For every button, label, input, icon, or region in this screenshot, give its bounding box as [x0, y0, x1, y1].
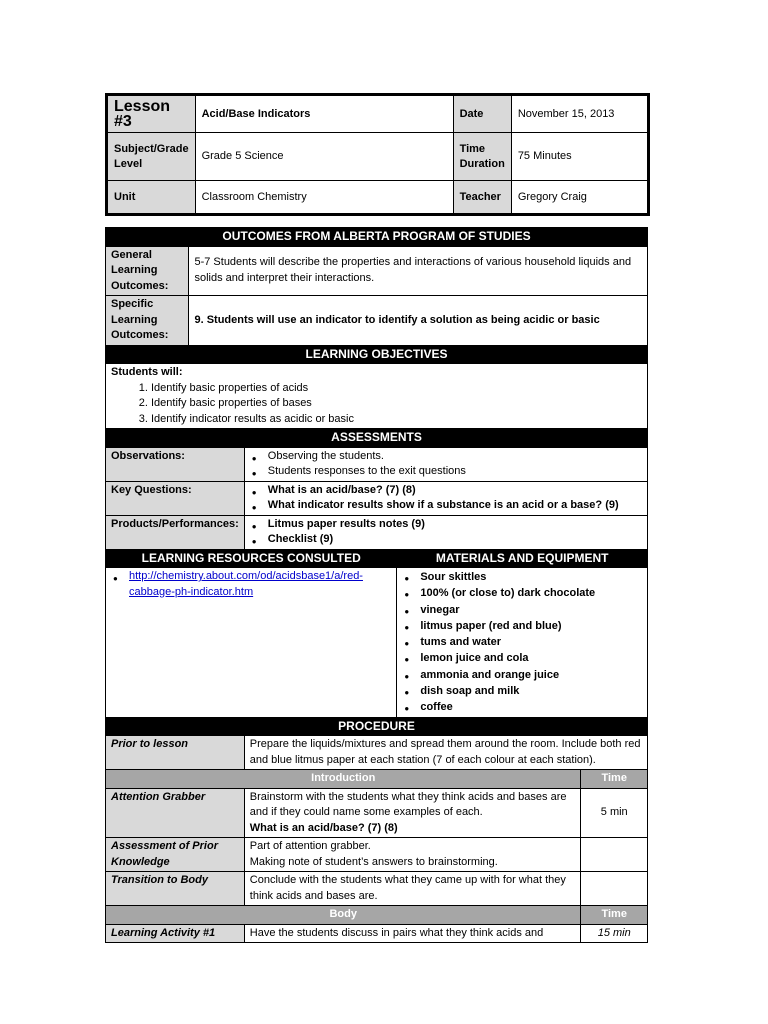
- time-heading: Time: [581, 770, 648, 789]
- lesson-plan-table: [105, 227, 648, 943]
- date-label: Date: [453, 95, 511, 133]
- activity1-time: 15 min: [581, 924, 648, 943]
- objectives-intro: Students will:: [111, 366, 183, 378]
- body-time-heading: Time: [581, 906, 648, 925]
- material-item: ● lemon juice and cola: [418, 650, 642, 666]
- assessment-prior-text-1: Part of attention grabber.: [249, 840, 371, 853]
- general-outcomes-label: General Learning Outcomes:: [106, 246, 189, 296]
- lesson-topic: Acid/Base Indicators: [195, 95, 453, 133]
- assessments-heading: ASSESSMENTS: [106, 429, 648, 448]
- procedure-heading: PROCEDURE: [106, 717, 648, 736]
- objective-item: 3. Identify indicator results as acidic or basic: [151, 412, 642, 428]
- key-questions-list: [250, 483, 642, 514]
- activity1-label: Learning Activity #1: [106, 924, 245, 943]
- duration-label: Time Duration: [453, 133, 511, 181]
- materials-heading: MATERIALS AND EQUIPMENT: [397, 549, 648, 568]
- prior-text: Prepare the liquids/mixtures and spread them around the room. Include both red and blue litmus paper at each station (7 of each colour at each station).: [244, 736, 647, 770]
- unit-value: Classroom Chemistry: [195, 181, 453, 215]
- specific-outcomes-label: Specific Learning Outcomes:: [106, 296, 189, 346]
- observations-list: [250, 449, 642, 480]
- material-item: ● vinegar: [418, 602, 642, 618]
- material-item: ● litmus paper (red and blue): [418, 618, 642, 634]
- activity1-text: Have the students discuss in pairs what they think acids and: [244, 924, 581, 943]
- outcomes-heading: OUTCOMES FROM ALBERTA PROGRAM OF STUDIES: [106, 228, 648, 247]
- lesson-header-table: [105, 93, 650, 216]
- subject-label: Subject/Grade Level: [107, 133, 196, 181]
- subject-value: Grade 5 Science: [195, 133, 453, 181]
- specific-outcomes-text: 9. Students will use an indicator to identify a solution as being acidic or basic: [189, 296, 648, 346]
- objectives-heading: LEARNING OBJECTIVES: [106, 345, 648, 364]
- duration-value: 75 Minutes: [511, 133, 648, 181]
- lesson-number: Lesson #3: [107, 95, 196, 133]
- teacher-value: Gregory Craig: [511, 181, 648, 215]
- objective-item: 2. Identify basic properties of bases: [151, 396, 642, 412]
- observations-label: Observations:: [106, 447, 245, 481]
- teacher-label: Teacher: [453, 181, 511, 215]
- transition-text: Conclude with the students what they came up with for what they think acids and bases are.: [244, 872, 581, 906]
- key-questions-label: Key Questions:: [106, 481, 245, 515]
- introduction-heading: Introduction: [106, 770, 581, 789]
- material-item: ● dish soap and milk: [418, 683, 642, 699]
- transition-label: Transition to Body: [106, 872, 245, 906]
- resources-list: [111, 569, 391, 600]
- assessment-prior-label: Assessment of Prior Knowledge: [106, 838, 245, 872]
- material-item: ● coffee: [418, 699, 642, 715]
- body-heading: Body: [106, 906, 581, 925]
- material-item: ● Sour skittles: [418, 569, 642, 585]
- product-item: ● Checklist (9): [266, 532, 642, 548]
- observation-item: ● Observing the students.: [266, 449, 642, 465]
- objectives-cell: [106, 364, 648, 429]
- resource-link[interactable]: http://chemistry.about.com/od/acidsbase1/a/red-cabbage-ph-indicator.htm: [129, 570, 363, 598]
- unit-label: Unit: [107, 181, 196, 215]
- materials-list: [402, 569, 642, 716]
- material-item: ● ammonia and orange juice: [418, 667, 642, 683]
- date-value: November 15, 2013: [511, 95, 648, 133]
- prior-label: Prior to lesson: [106, 736, 245, 770]
- products-label: Products/Performances:: [106, 515, 245, 549]
- attention-question: What is an acid/base? (7) (8): [249, 821, 398, 834]
- material-item: ● tums and water: [418, 634, 642, 650]
- attention-text: Brainstorm with the students what they think acids and bases are and if they could name some examples of each.: [249, 790, 567, 819]
- resources-heading: LEARNING RESOURCES CONSULTED: [106, 549, 397, 568]
- products-list: [250, 517, 642, 548]
- observation-item: ● Students responses to the exit questions: [266, 464, 642, 480]
- key-question-item: ● What is an acid/base? (7) (8): [266, 483, 642, 499]
- product-item: ● Litmus paper results notes (9): [266, 517, 642, 533]
- attention-label: Attention Grabber: [106, 788, 245, 838]
- key-question-item: ● What indicator results show if a substance is an acid or a base? (9): [266, 498, 642, 514]
- assessment-prior-text-2: Making note of student’s answers to brainstorming.: [249, 855, 498, 868]
- objective-item: 1. Identify basic properties of acids: [151, 381, 642, 397]
- material-item: ● 100% (or close to) dark chocolate: [418, 585, 642, 601]
- general-outcomes-text: 5-7 Students will describe the properties and interactions of various household liquids and solids and interpret their interactions.: [189, 246, 648, 296]
- objectives-list: [111, 381, 642, 428]
- attention-time: 5 min: [581, 788, 648, 838]
